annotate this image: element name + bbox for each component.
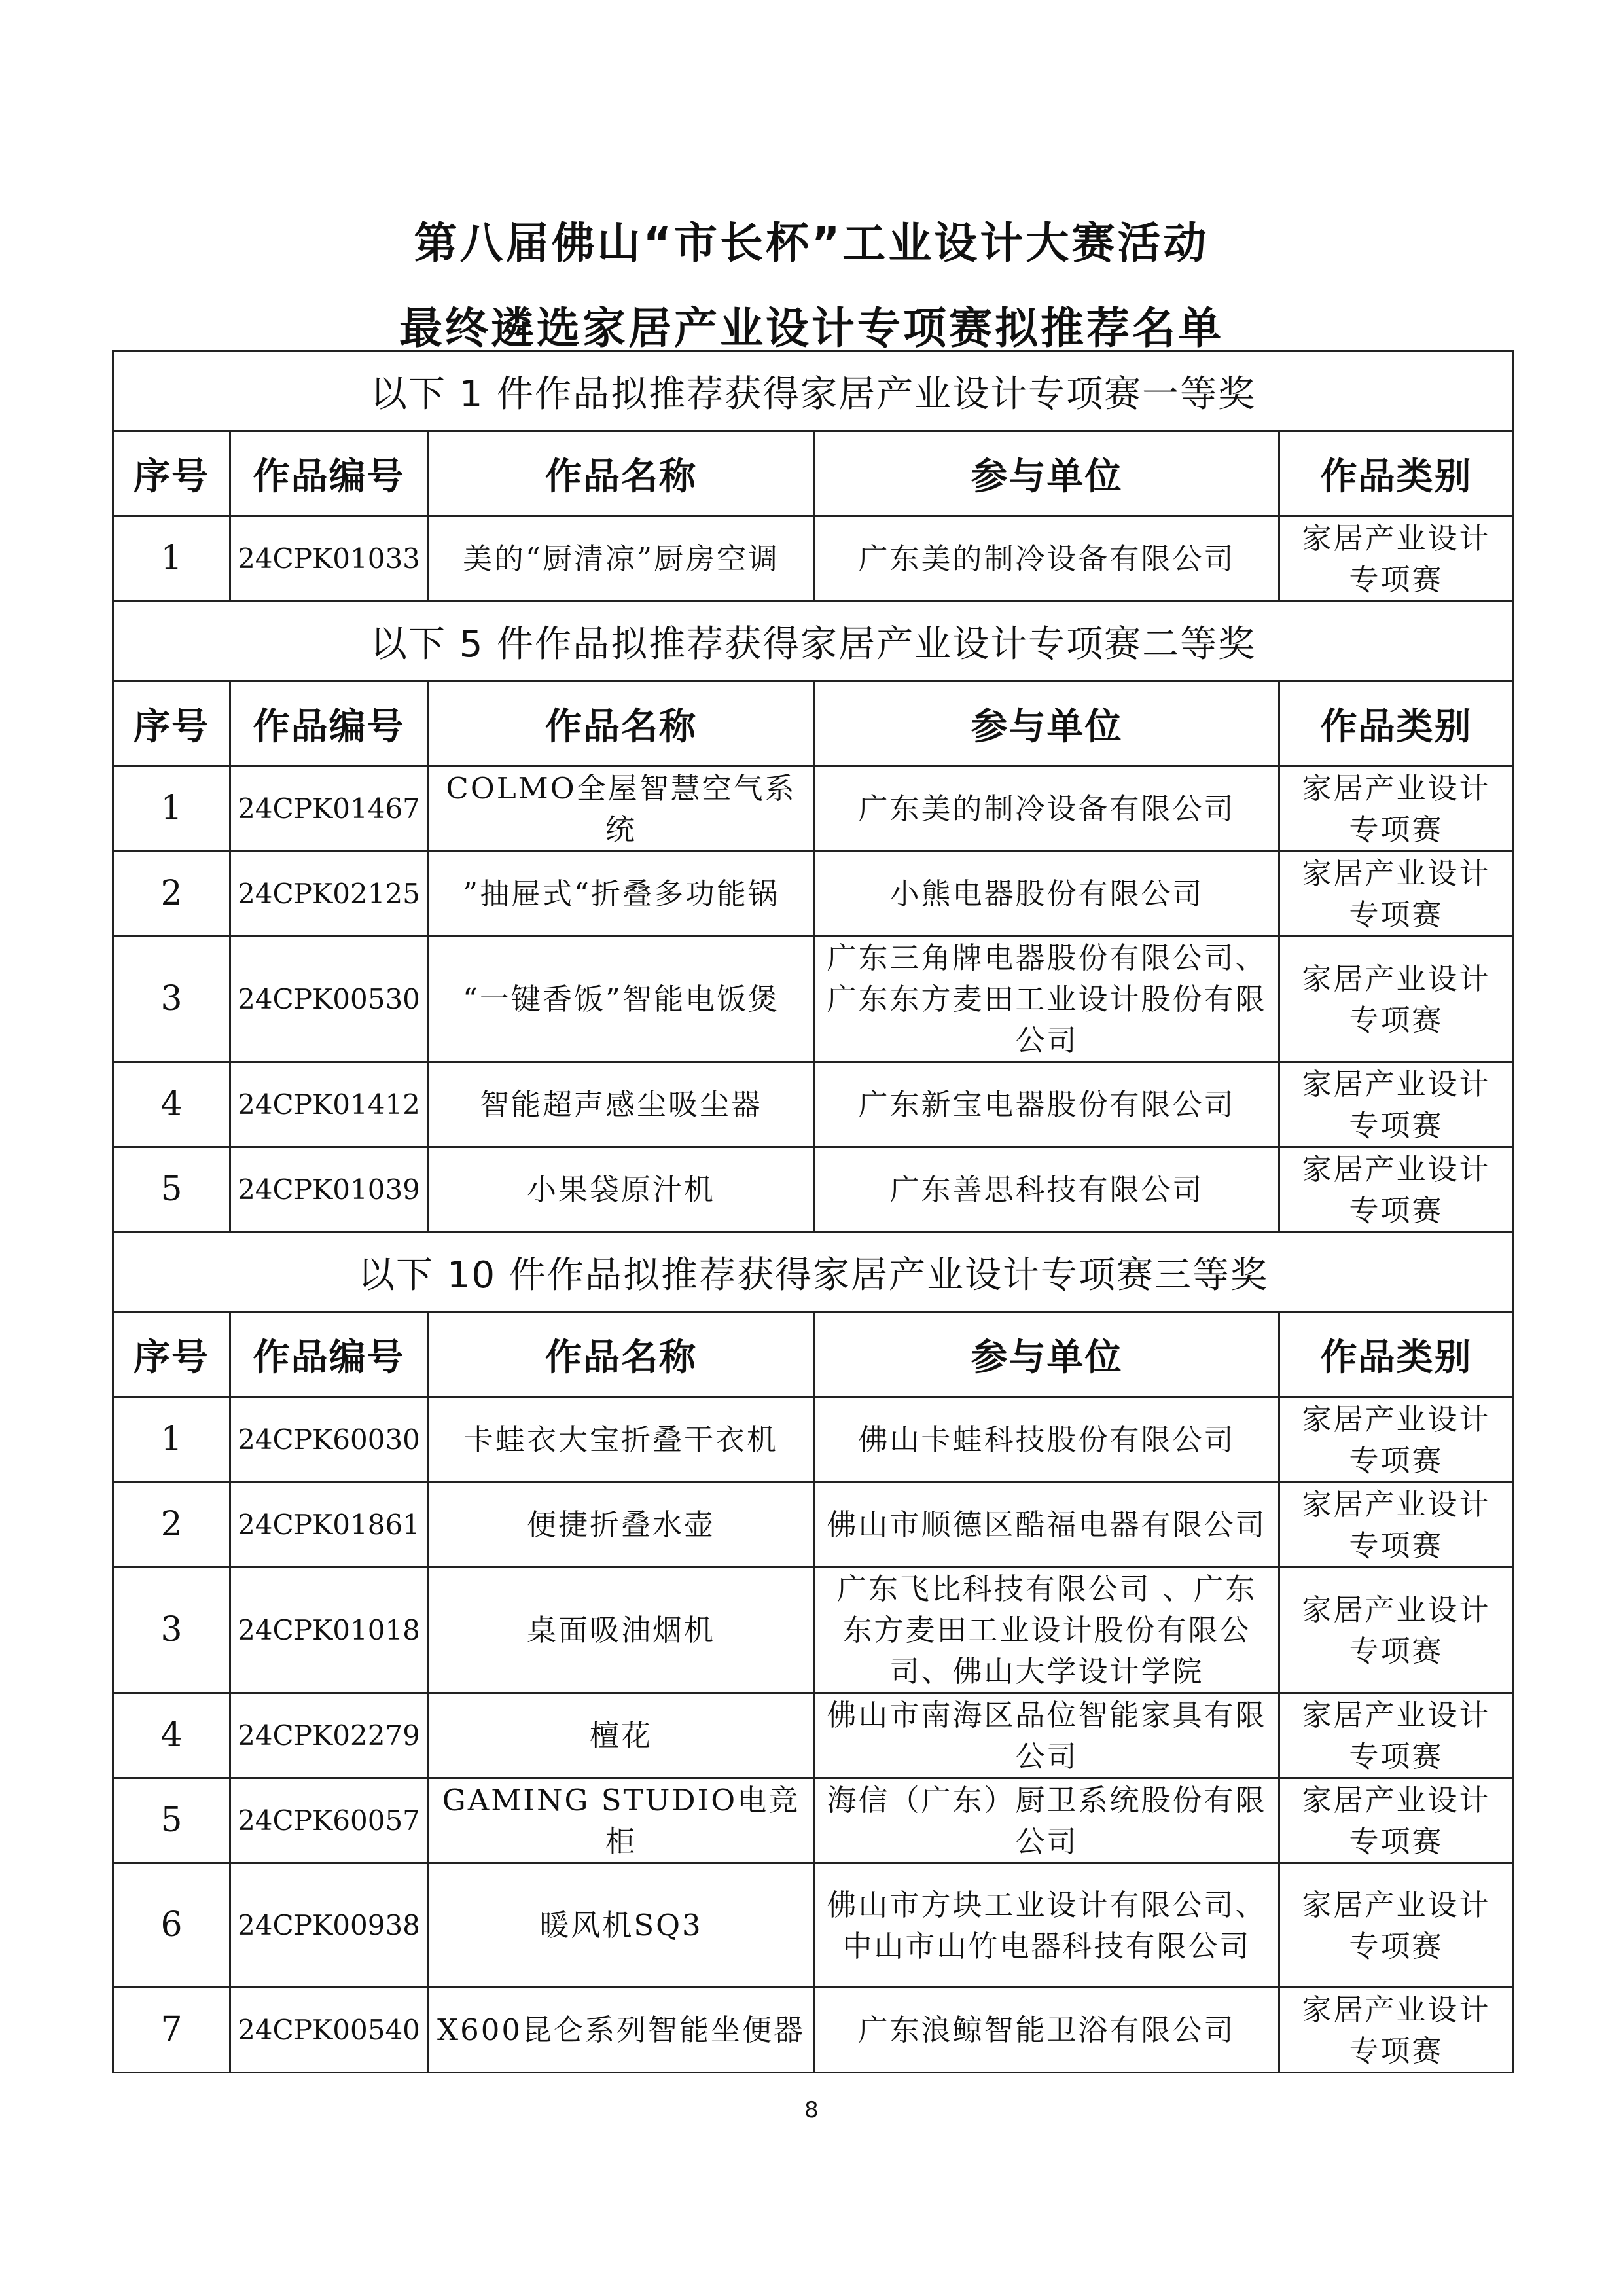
cell-unit: 广东飞比科技有限公司 、广东东方麦田工业设计股份有限公司、佛山大学设计学院 bbox=[815, 1568, 1279, 1693]
cell-name: 小果袋原汁机 bbox=[428, 1147, 815, 1232]
column-header-code: 作品编号 bbox=[230, 1312, 428, 1397]
cell-name: 檀花 bbox=[428, 1693, 815, 1778]
table-row bbox=[113, 1568, 1514, 1693]
cell-unit: 广东美的制冷设备有限公司 bbox=[815, 516, 1279, 601]
cell-category: 家居产业设计专项赛 bbox=[1279, 852, 1514, 937]
cell-category: 家居产业设计专项赛 bbox=[1279, 1147, 1514, 1232]
cell-code: 24CPK02279 bbox=[230, 1693, 428, 1778]
column-header-code: 作品编号 bbox=[230, 431, 428, 516]
table-row bbox=[113, 1397, 1514, 1482]
cell-category: 家居产业设计专项赛 bbox=[1279, 516, 1514, 601]
section-heading: 以下 5 件作品拟推荐获得家居产业设计专项赛二等奖 bbox=[113, 601, 1514, 681]
cell-no: 6 bbox=[113, 1863, 230, 1988]
cell-code: 24CPK60057 bbox=[230, 1778, 428, 1863]
cell-no: 2 bbox=[113, 1482, 230, 1568]
table-row bbox=[113, 766, 1514, 852]
column-header-name: 作品名称 bbox=[428, 681, 815, 766]
cell-category: 家居产业设计专项赛 bbox=[1279, 1062, 1514, 1147]
cell-no: 3 bbox=[113, 1568, 230, 1693]
cell-name: 便捷折叠水壶 bbox=[428, 1482, 815, 1568]
cell-code: 24CPK60030 bbox=[230, 1397, 428, 1482]
cell-no: 5 bbox=[113, 1778, 230, 1863]
cell-unit: 佛山市南海区品位智能家具有限公司 bbox=[815, 1693, 1279, 1778]
column-header-unit: 参与单位 bbox=[815, 431, 1279, 516]
cell-code: 24CPK01018 bbox=[230, 1568, 428, 1693]
column-header-code: 作品编号 bbox=[230, 681, 428, 766]
cell-name: GAMING STUDIO电竞柜 bbox=[428, 1778, 815, 1863]
column-header-row bbox=[113, 431, 1514, 516]
cell-no: 4 bbox=[113, 1062, 230, 1147]
column-header-no: 序号 bbox=[113, 431, 230, 516]
cell-code: 24CPK01467 bbox=[230, 766, 428, 852]
cell-unit: 佛山市方块工业设计有限公司、中山市山竹电器科技有限公司 bbox=[815, 1863, 1279, 1988]
table-row bbox=[113, 1482, 1514, 1568]
cell-category: 家居产业设计专项赛 bbox=[1279, 1568, 1514, 1693]
cell-category: 家居产业设计专项赛 bbox=[1279, 1778, 1514, 1863]
cell-code: 24CPK01412 bbox=[230, 1062, 428, 1147]
cell-no: 1 bbox=[113, 516, 230, 601]
column-header-row bbox=[113, 681, 1514, 766]
cell-name: COLMO全屋智慧空气系统 bbox=[428, 766, 815, 852]
cell-no: 5 bbox=[113, 1147, 230, 1232]
cell-name: 卡蛙衣大宝折叠干衣机 bbox=[428, 1397, 815, 1482]
table-row bbox=[113, 516, 1514, 601]
cell-name: X600昆仑系列智能坐便器 bbox=[428, 1988, 815, 2073]
cell-name: 桌面吸油烟机 bbox=[428, 1568, 815, 1693]
section-heading-row bbox=[113, 1232, 1514, 1312]
cell-unit: 广东新宝电器股份有限公司 bbox=[815, 1062, 1279, 1147]
cell-unit: 小熊电器股份有限公司 bbox=[815, 852, 1279, 937]
section-heading: 以下 10 件作品拟推荐获得家居产业设计专项赛三等奖 bbox=[113, 1232, 1514, 1312]
column-header-category: 作品类别 bbox=[1279, 431, 1514, 516]
cell-name: ”抽屉式“折叠多功能锅 bbox=[428, 852, 815, 937]
cell-no: 4 bbox=[113, 1693, 230, 1778]
section-heading-row bbox=[113, 351, 1514, 431]
table-row bbox=[113, 1863, 1514, 1988]
table-row bbox=[113, 852, 1514, 937]
cell-unit: 广东三角牌电器股份有限公司、广东东方麦田工业设计股份有限公司 bbox=[815, 937, 1279, 1062]
section-heading: 以下 1 件作品拟推荐获得家居产业设计专项赛一等奖 bbox=[113, 351, 1514, 431]
column-header-unit: 参与单位 bbox=[815, 1312, 1279, 1397]
column-header-row bbox=[113, 1312, 1514, 1397]
nomination-table bbox=[112, 350, 1514, 2073]
document-title-line1: 第八届佛山“市长杯”工业设计大赛活动 bbox=[414, 218, 1209, 268]
column-header-no: 序号 bbox=[113, 681, 230, 766]
cell-unit: 广东善思科技有限公司 bbox=[815, 1147, 1279, 1232]
column-header-name: 作品名称 bbox=[428, 1312, 815, 1397]
cell-category: 家居产业设计专项赛 bbox=[1279, 1482, 1514, 1568]
cell-no: 3 bbox=[113, 937, 230, 1062]
column-header-category: 作品类别 bbox=[1279, 1312, 1514, 1397]
page-number: 8 bbox=[804, 2097, 819, 2123]
section-heading-row bbox=[113, 601, 1514, 681]
cell-category: 家居产业设计专项赛 bbox=[1279, 1863, 1514, 1988]
cell-unit: 海信（广东）厨卫系统股份有限公司 bbox=[815, 1778, 1279, 1863]
column-header-category: 作品类别 bbox=[1279, 681, 1514, 766]
column-header-unit: 参与单位 bbox=[815, 681, 1279, 766]
cell-category: 家居产业设计专项赛 bbox=[1279, 1397, 1514, 1482]
cell-category: 家居产业设计专项赛 bbox=[1279, 1988, 1514, 2073]
cell-code: 24CPK02125 bbox=[230, 852, 428, 937]
cell-name: 智能超声感尘吸尘器 bbox=[428, 1062, 815, 1147]
cell-no: 7 bbox=[113, 1988, 230, 2073]
cell-unit: 广东美的制冷设备有限公司 bbox=[815, 766, 1279, 852]
document-title-line2: 最终遴选家居产业设计专项赛拟推荐名单 bbox=[399, 303, 1224, 353]
cell-name: 美的“厨清凉”厨房空调 bbox=[428, 516, 815, 601]
cell-no: 1 bbox=[113, 1397, 230, 1482]
cell-code: 24CPK01033 bbox=[230, 516, 428, 601]
cell-category: 家居产业设计专项赛 bbox=[1279, 937, 1514, 1062]
column-header-name: 作品名称 bbox=[428, 431, 815, 516]
cell-code: 24CPK01039 bbox=[230, 1147, 428, 1232]
table-row bbox=[113, 1988, 1514, 2073]
cell-code: 24CPK00540 bbox=[230, 1988, 428, 2073]
cell-category: 家居产业设计专项赛 bbox=[1279, 766, 1514, 852]
cell-no: 1 bbox=[113, 766, 230, 852]
cell-code: 24CPK01861 bbox=[230, 1482, 428, 1568]
cell-no: 2 bbox=[113, 852, 230, 937]
table-row bbox=[113, 1147, 1514, 1232]
cell-code: 24CPK00938 bbox=[230, 1863, 428, 1988]
table-row bbox=[113, 1693, 1514, 1778]
table-row bbox=[113, 937, 1514, 1062]
column-header-no: 序号 bbox=[113, 1312, 230, 1397]
cell-unit: 佛山卡蛙科技股份有限公司 bbox=[815, 1397, 1279, 1482]
cell-unit: 广东浪鲸智能卫浴有限公司 bbox=[815, 1988, 1279, 2073]
table-row bbox=[113, 1778, 1514, 1863]
cell-code: 24CPK00530 bbox=[230, 937, 428, 1062]
cell-category: 家居产业设计专项赛 bbox=[1279, 1693, 1514, 1778]
cell-name: 暖风机SQ3 bbox=[428, 1863, 815, 1988]
cell-name: “一键香饭”智能电饭煲 bbox=[428, 937, 815, 1062]
table-row bbox=[113, 1062, 1514, 1147]
cell-unit: 佛山市顺德区酷福电器有限公司 bbox=[815, 1482, 1279, 1568]
table-body bbox=[113, 351, 1514, 2073]
